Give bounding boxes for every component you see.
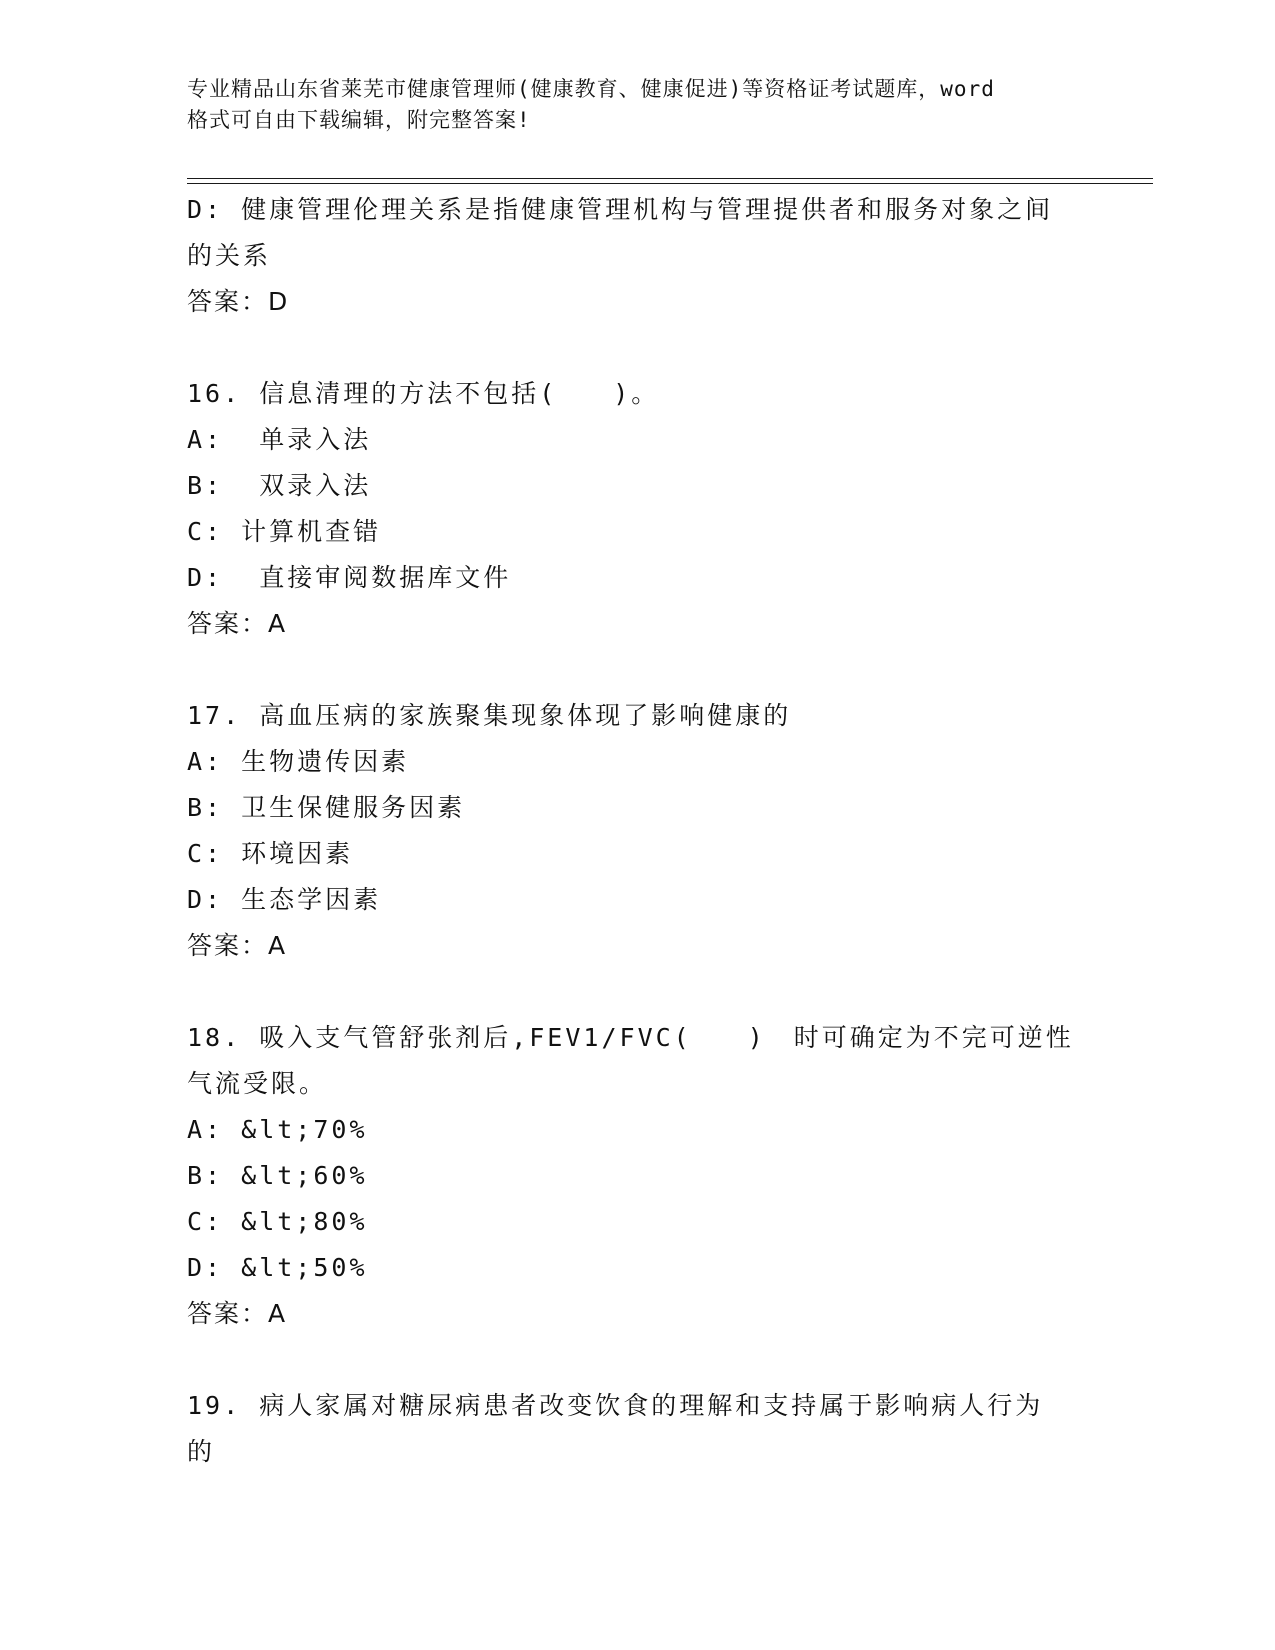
option-d: D: &lt;50% [187,1253,368,1282]
question-text-line-1: 19. 病人家属对糖尿病患者改变饮食的理解和支持属于影响病人行为 [187,1391,1044,1420]
option-d: D: 直接审阅数据库文件 [187,563,512,592]
option-c: C: &lt;80% [187,1207,368,1236]
answer: 答案：D [187,287,290,316]
option-a: A: 生物遗传因素 [187,747,410,776]
option-d-line-1: D: 健康管理伦理关系是指健康管理机构与管理提供者和服务对象之间 [187,195,1054,224]
question-text: 16. 信息清理的方法不包括( )。 [187,379,660,408]
question-19 [187,1383,1087,1475]
spacer [187,1337,1087,1383]
spacer [187,325,1087,371]
option-b: B: 卫生保健服务因素 [187,793,466,822]
question-text: 17. 高血压病的家族聚集现象体现了影响健康的 [187,701,792,730]
answer: 答案：A [187,1299,288,1328]
question-text-line-2: 气流受限。 [187,1069,328,1098]
header-divider-top [187,178,1153,179]
option-a: A: &lt;70% [187,1115,368,1144]
question-16 [187,371,1087,647]
header-line-1: 专业精品山东省莱芜市健康管理师(健康教育、健康促进)等资格证考试题库，word [187,77,995,101]
option-d: D: 生态学因素 [187,885,382,914]
question-text-line-2: 的 [187,1437,216,1466]
option-d-line-2: 的关系 [187,241,272,270]
question-15-tail [187,187,1087,325]
answer: 答案：A [187,609,288,638]
question-text-line-1: 18. 吸入支气管舒张剂后,FEV1/FVC( ) 时可确定为不完可逆性 [187,1023,1074,1052]
header-divider-bottom [187,183,1153,184]
page-header [187,74,1087,136]
header-line-2: 格式可自由下载编辑，附完整答案! [187,108,531,132]
option-a: A: 单录入法 [187,425,372,454]
question-content [187,187,1087,1475]
option-c: C: 计算机查错 [187,517,382,546]
spacer [187,969,1087,1015]
answer: 答案：A [187,931,288,960]
question-18 [187,1015,1087,1337]
option-c: C: 环境因素 [187,839,354,868]
spacer [187,647,1087,693]
option-b: B: &lt;60% [187,1161,368,1190]
question-17 [187,693,1087,969]
option-b: B: 双录入法 [187,471,372,500]
